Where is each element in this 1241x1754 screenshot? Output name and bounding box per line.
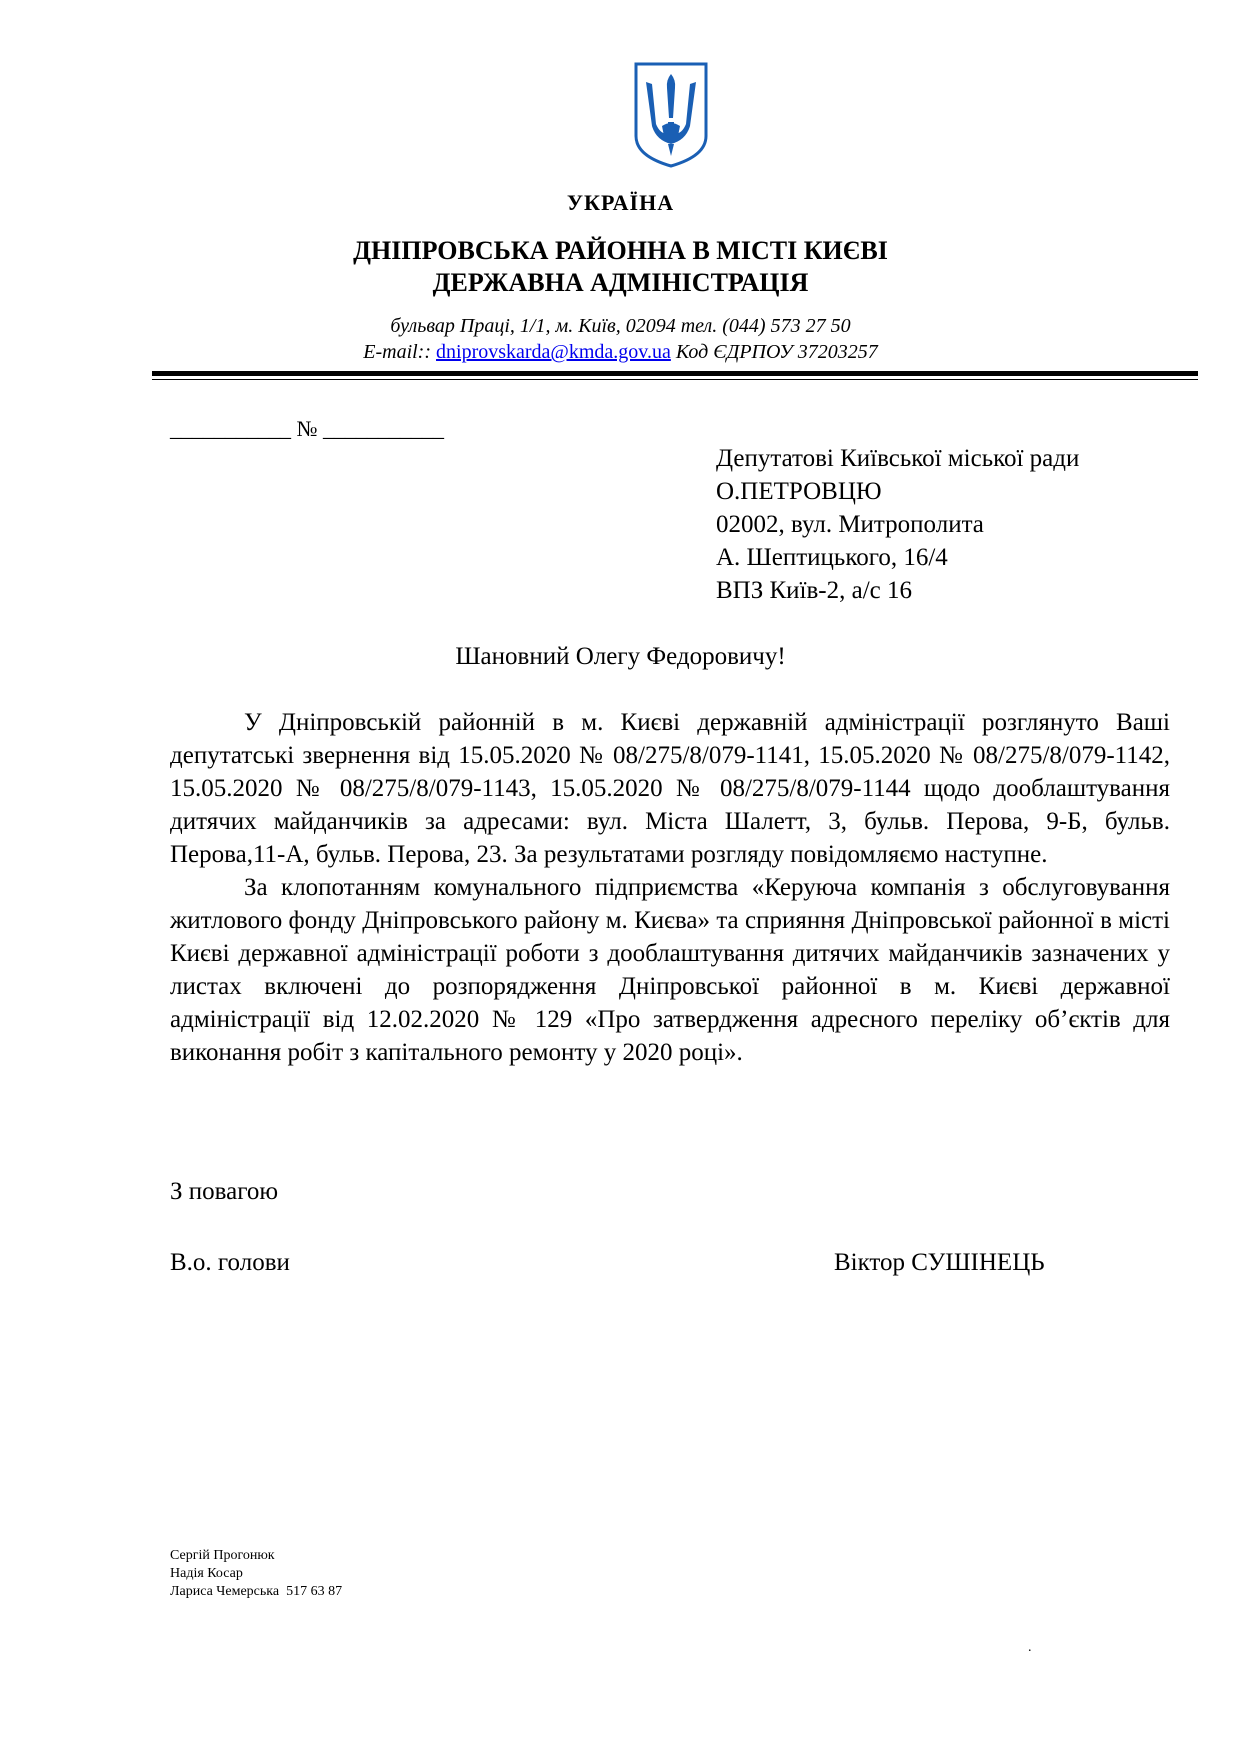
org-name-line2: ДЕРЖАВНА АДМІНІСТРАЦІЯ xyxy=(432,268,809,297)
coat-of-arms-icon xyxy=(632,60,710,170)
addressee-block xyxy=(716,442,1079,607)
letter-body xyxy=(170,706,1170,1069)
executors-block xyxy=(170,1547,342,1601)
country-title: УКРАЇНА xyxy=(566,190,675,215)
email-link[interactable]: dniprovskarda@kmda.gov.ua xyxy=(436,341,671,363)
executor-line: Надія Косар xyxy=(170,1566,243,1581)
edrpou-code: Код ЄДРПОУ 37203257 xyxy=(675,341,878,363)
addressee-line: ВПЗ Київ-2, а/с 16 xyxy=(716,577,913,604)
registration-number-line: ___________ № ___________ xyxy=(170,416,444,441)
salutation: Шановний Олегу Федоровичу! xyxy=(455,643,786,670)
org-contacts xyxy=(0,340,1241,364)
header-divider-thin xyxy=(152,379,1198,380)
body-paragraph: У Дніпровській районній в м. Києві державній адміністрації розглянуто Ваші депутатські звернення від 15.05.2020 № 08/275/8/079-1141, 15.05.2020 № 08/275/8/079-1142, 15.05.2020 № 08/275/8/079-1143, 15.05.2020 № 08/275/8/079-1144 щодо дооблаштування дитячих майданчиків за адресами: вул. Міста Шалетт, 3, бульв. Перова, 9-Б, бульв. Перова,11-А, бульв. Перова, 23. За результатами розгляду повідомляємо наступне. xyxy=(170,709,1170,868)
body-paragraph: За клопотанням комунального підприємства «Керуюча компанія з обслуговування житлового фонду Дніпровського району м. Києва» та сприяння Дніпровської районної в місті Києві державної адміністрації роботи з дооблаштування дитячих майданчиків зазначених у листах включені до розпорядження Дніпровської районної в м. Києві державної адміністрації від 12.02.2020 № 129 «Про затвердження адресного переліку об’єктів для виконання робіт з капітального ремонту у 2020 році». xyxy=(170,874,1170,1066)
addressee-line: Депутатові Київської міської ради xyxy=(716,445,1080,472)
addressee-line: 02002, вул. Митрополита xyxy=(716,511,984,538)
email-label: E-mail:: xyxy=(363,341,432,363)
closing-phrase: З повагою xyxy=(170,1178,279,1205)
footer-mark: . xyxy=(1028,1640,1032,1655)
org-address: бульвар Праці, 1/1, м. Київ, 02094 тел. (044) 573 27 50 xyxy=(390,315,851,337)
executor-line: Сергій Прогонюк xyxy=(170,1548,275,1563)
addressee-line: О.ПЕТРОВЦЮ xyxy=(716,478,882,505)
signatory-position: В.о. голови xyxy=(170,1249,290,1276)
org-name-line1: ДНІПРОВСЬКА РАЙОННА В МІСТІ КИЄВІ xyxy=(353,236,888,265)
signatory-name: Віктор СУШІНЕЦЬ xyxy=(834,1249,1045,1276)
executor-line: Лариса Чемерська 517 63 87 xyxy=(170,1584,343,1599)
header-divider-thick xyxy=(152,371,1198,376)
addressee-line: А. Шептицького, 16/4 xyxy=(716,544,948,571)
